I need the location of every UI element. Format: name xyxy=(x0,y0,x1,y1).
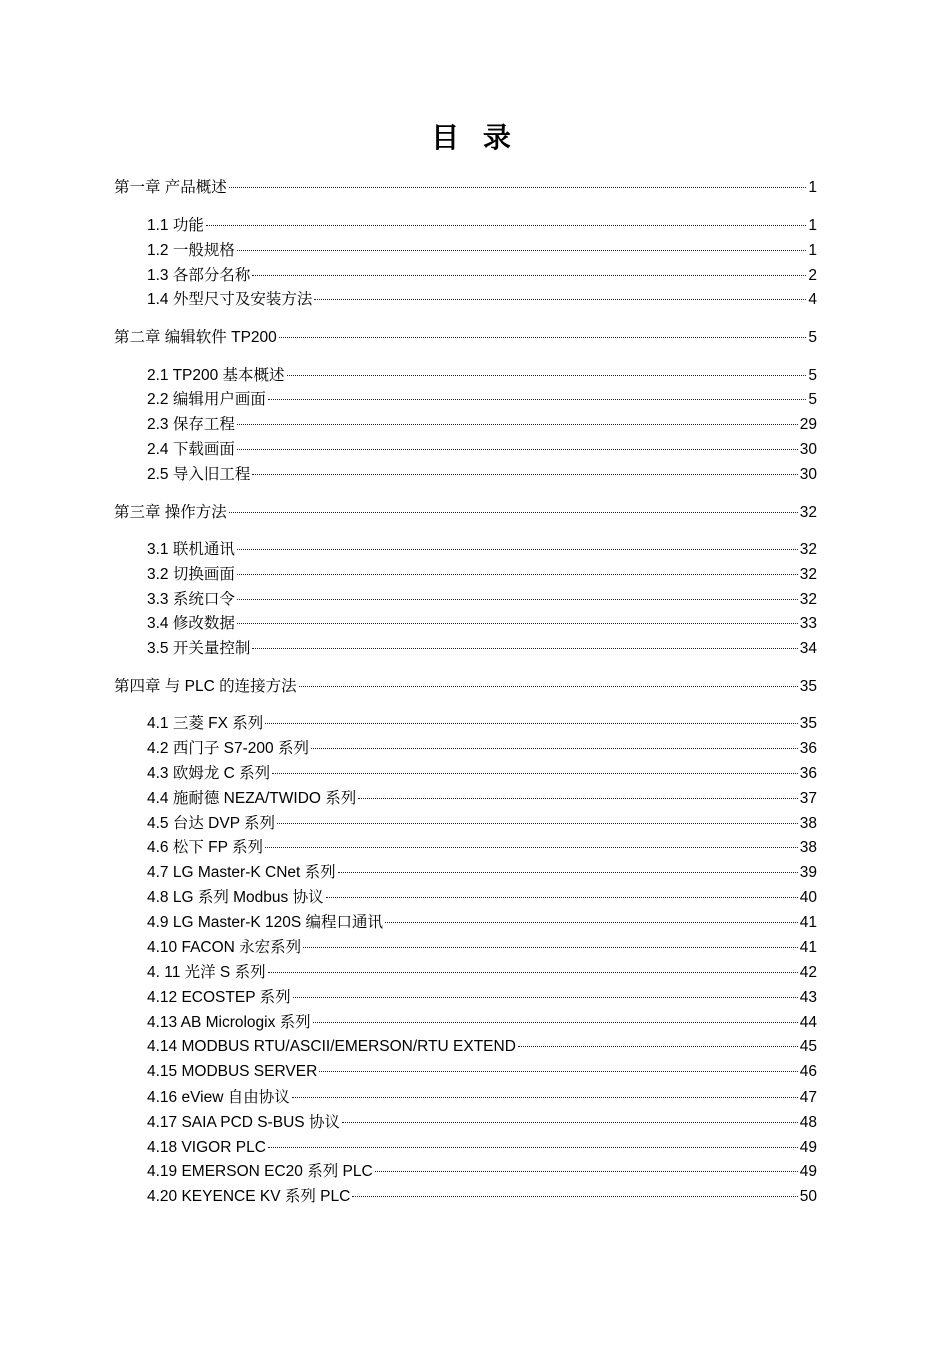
toc-dot-leader xyxy=(338,872,798,873)
toc-page-number: 41 xyxy=(799,939,817,956)
toc-page-number: 37 xyxy=(799,790,817,807)
toc-section-entry[interactable] xyxy=(147,1187,817,1207)
toc-dot-leader xyxy=(252,474,797,475)
toc-section-entry[interactable] xyxy=(147,1138,817,1158)
toc-section-entry[interactable] xyxy=(147,440,817,460)
toc-chapter-entry[interactable] xyxy=(114,503,817,523)
toc-section-entry[interactable] xyxy=(147,1013,817,1033)
toc-page-number: 38 xyxy=(799,839,817,856)
toc-entry-label: 4.2 西门子 S7-200 系列 xyxy=(147,740,309,757)
toc-section-entry[interactable] xyxy=(147,963,817,983)
toc-dot-leader xyxy=(313,1022,798,1023)
toc-dot-leader xyxy=(237,599,798,600)
toc-dot-leader xyxy=(311,748,798,749)
toc-section-entry[interactable] xyxy=(147,390,817,410)
toc-page-number: 32 xyxy=(799,566,817,583)
toc-section-entry[interactable] xyxy=(147,241,817,261)
toc-entry-label: 4.18 VIGOR PLC xyxy=(147,1139,266,1156)
toc-entry-label: 第三章 操作方法 xyxy=(114,504,227,521)
toc-page-number: 50 xyxy=(799,1188,817,1205)
toc-entry-label: 2.3 保存工程 xyxy=(147,416,235,433)
toc-section-entry[interactable] xyxy=(147,639,817,659)
toc-entry-label: 3.3 系统口令 xyxy=(147,591,235,608)
toc-dot-leader xyxy=(358,798,797,799)
page-title: 目 录 xyxy=(431,122,519,153)
toc-section-entry[interactable] xyxy=(147,266,817,286)
toc-section-entry[interactable] xyxy=(147,614,817,634)
toc-dot-leader xyxy=(237,574,798,575)
toc-dot-leader xyxy=(229,187,807,188)
toc-section-entry[interactable] xyxy=(147,838,817,858)
toc-section-entry[interactable] xyxy=(147,540,817,560)
toc-page-number: 46 xyxy=(799,1063,817,1080)
toc-entry-label: 2.2 编辑用户画面 xyxy=(147,391,266,408)
toc-dot-leader xyxy=(287,375,807,376)
toc-entry-label: 4.17 SAIA PCD S-BUS 协议 xyxy=(147,1114,340,1131)
toc-page-number: 5 xyxy=(808,391,817,408)
toc-dot-leader xyxy=(375,1171,798,1172)
toc-dot-leader xyxy=(277,823,798,824)
toc-dot-leader xyxy=(279,337,807,338)
toc-section-entry[interactable] xyxy=(147,938,817,958)
toc-dot-leader xyxy=(206,225,807,226)
toc-page-number: 2 xyxy=(808,267,817,284)
toc-section-entry[interactable] xyxy=(147,1113,817,1133)
toc-entry-label: 4.4 施耐德 NEZA/TWIDO 系列 xyxy=(147,790,357,807)
toc-chapter-entry[interactable] xyxy=(114,328,817,348)
toc-dot-leader xyxy=(265,723,797,724)
toc-entry-label: 4.15 MODBUS SERVER xyxy=(147,1063,318,1080)
toc-dot-leader xyxy=(268,399,807,400)
toc-page-number: 5 xyxy=(808,329,817,346)
toc-dot-leader xyxy=(252,275,806,276)
toc-entry-label: 4.12 ECOSTEP 系列 xyxy=(147,989,291,1006)
toc-page-number: 49 xyxy=(799,1139,817,1156)
toc-section-entry[interactable] xyxy=(147,764,817,784)
toc-dot-leader xyxy=(237,250,807,251)
toc-dot-leader xyxy=(292,1097,798,1098)
toc-dot-leader xyxy=(272,773,798,774)
toc-entry-label: 4.10 FACON 永宏系列 xyxy=(147,939,302,956)
toc-page-number: 44 xyxy=(799,1014,817,1031)
toc-entry-label: 4.8 LG 系列 Modbus 协议 xyxy=(147,889,324,906)
toc-entry-label: 4.3 欧姆龙 C 系列 xyxy=(147,765,271,782)
toc-dot-leader xyxy=(314,299,806,300)
toc-dot-leader xyxy=(237,449,798,450)
toc-dot-leader xyxy=(237,549,798,550)
toc-section-entry[interactable] xyxy=(147,290,817,310)
toc-entry-label: 3.2 切换画面 xyxy=(147,566,235,583)
toc-section-entry[interactable] xyxy=(147,1037,817,1057)
toc-section-entry[interactable] xyxy=(147,714,817,734)
toc-entry-label: 3.1 联机通讯 xyxy=(147,541,235,558)
toc-dot-leader xyxy=(303,947,798,948)
toc-entry-label: 3.4 修改数据 xyxy=(147,615,235,632)
toc-page-number: 39 xyxy=(799,864,817,881)
toc-section-entry[interactable] xyxy=(147,863,817,883)
toc-dot-leader xyxy=(237,424,798,425)
toc-page-number: 30 xyxy=(799,466,817,483)
toc-section-entry[interactable] xyxy=(147,565,817,585)
toc-section-entry[interactable] xyxy=(147,789,817,809)
toc-dot-leader xyxy=(299,686,798,687)
toc-section-entry[interactable] xyxy=(147,415,817,435)
toc-page-number: 40 xyxy=(799,889,817,906)
toc-page-number: 43 xyxy=(799,989,817,1006)
toc-section-entry[interactable] xyxy=(147,888,817,908)
toc-page-number: 4 xyxy=(808,291,817,308)
toc-section-entry[interactable] xyxy=(147,739,817,759)
toc-section-entry[interactable] xyxy=(147,913,817,933)
toc-entry-label: 1.4 外型尺寸及安装方法 xyxy=(147,291,313,308)
toc-dot-leader xyxy=(352,1196,797,1197)
toc-entry-label: 第四章 与 PLC 的连接方法 xyxy=(114,678,297,695)
toc-entry-label: 2.5 导入旧工程 xyxy=(147,466,251,483)
toc-entry-label: 3.5 开关量控制 xyxy=(147,640,251,657)
toc-entry-label: 1.2 一般规格 xyxy=(147,242,235,259)
toc-dot-leader xyxy=(342,1122,798,1123)
toc-section-entry[interactable] xyxy=(147,1088,817,1108)
toc-page-number: 32 xyxy=(799,591,817,608)
toc-entry-label: 2.4 下载画面 xyxy=(147,441,235,458)
toc-page-number: 34 xyxy=(799,640,817,657)
toc-section-entry[interactable] xyxy=(147,1162,817,1182)
toc-dot-leader xyxy=(268,1147,798,1148)
toc-dot-leader xyxy=(252,648,797,649)
toc-page-number: 42 xyxy=(799,964,817,981)
toc-section-entry[interactable] xyxy=(147,988,817,1008)
toc-entry-label: 4.6 松下 FP 系列 xyxy=(147,839,263,856)
toc-dot-leader xyxy=(268,972,798,973)
toc-section-entry[interactable] xyxy=(147,216,817,236)
toc-page-number: 35 xyxy=(799,715,817,732)
toc-page-number: 1 xyxy=(808,217,817,234)
toc-page-number: 45 xyxy=(799,1038,817,1055)
toc-entry-label: 1.1 功能 xyxy=(147,217,204,234)
toc-page-number: 35 xyxy=(799,678,817,695)
toc-page-number: 33 xyxy=(799,615,817,632)
toc-section-entry[interactable] xyxy=(147,590,817,610)
toc-entry-label: 4.19 EMERSON EC20 系列 PLC xyxy=(147,1163,373,1180)
toc-section-entry[interactable] xyxy=(147,814,817,834)
toc-entry-label: 4. 11 光洋 S 系列 xyxy=(147,964,266,981)
toc-page-number: 47 xyxy=(799,1089,817,1106)
toc-page-number: 29 xyxy=(799,416,817,433)
toc-page-number: 49 xyxy=(799,1163,817,1180)
toc-page-number: 32 xyxy=(799,541,817,558)
toc-entry-label: 4.13 AB Micrologix 系列 xyxy=(147,1014,311,1031)
toc-page-number: 5 xyxy=(808,367,817,384)
toc-section-entry[interactable] xyxy=(147,366,817,386)
toc-entry-label: 4.9 LG Master-K 120S 编程口通讯 xyxy=(147,914,384,931)
toc-section-entry[interactable] xyxy=(147,465,817,485)
toc-dot-leader xyxy=(326,897,798,898)
toc-entry-label: 4.5 台达 DVP 系列 xyxy=(147,815,276,832)
toc-page-number: 32 xyxy=(799,504,817,521)
toc-entry-label: 第二章 编辑软件 TP200 xyxy=(114,329,277,346)
toc-dot-leader xyxy=(265,847,798,848)
toc-dot-leader xyxy=(518,1046,798,1047)
toc-entry-label: 4.20 KEYENCE KV 系列 PLC xyxy=(147,1188,351,1205)
toc-dot-leader xyxy=(293,997,798,998)
toc-page-number: 41 xyxy=(799,914,817,931)
toc-entry-label: 4.7 LG Master-K CNet 系列 xyxy=(147,864,336,881)
toc-entry-label: 4.16 eView 自由协议 xyxy=(147,1089,290,1106)
toc-dot-leader xyxy=(229,512,798,513)
toc-page-number: 1 xyxy=(808,242,817,259)
toc-page-number: 36 xyxy=(799,765,817,782)
toc-page-number: 1 xyxy=(808,179,817,196)
toc-entry-label: 4.14 MODBUS RTU/ASCII/EMERSON/RTU EXTEND xyxy=(147,1038,516,1055)
toc-entry-label: 2.1 TP200 基本概述 xyxy=(147,367,285,384)
toc-page-number: 36 xyxy=(799,740,817,757)
toc-entry-label: 第一章 产品概述 xyxy=(114,179,227,196)
toc-entry-label: 4.1 三菱 FX 系列 xyxy=(147,715,264,732)
toc-page-number: 38 xyxy=(799,815,817,832)
toc-dot-leader xyxy=(385,922,798,923)
toc-page-number: 48 xyxy=(799,1114,817,1131)
toc-dot-leader xyxy=(237,623,798,624)
toc-dot-leader xyxy=(319,1071,797,1072)
toc-section-entry[interactable] xyxy=(147,1062,817,1082)
toc-page-number: 30 xyxy=(799,441,817,458)
toc-chapter-entry[interactable] xyxy=(114,178,817,198)
toc-entry-label: 1.3 各部分名称 xyxy=(147,267,251,284)
toc-chapter-entry[interactable] xyxy=(114,677,817,697)
